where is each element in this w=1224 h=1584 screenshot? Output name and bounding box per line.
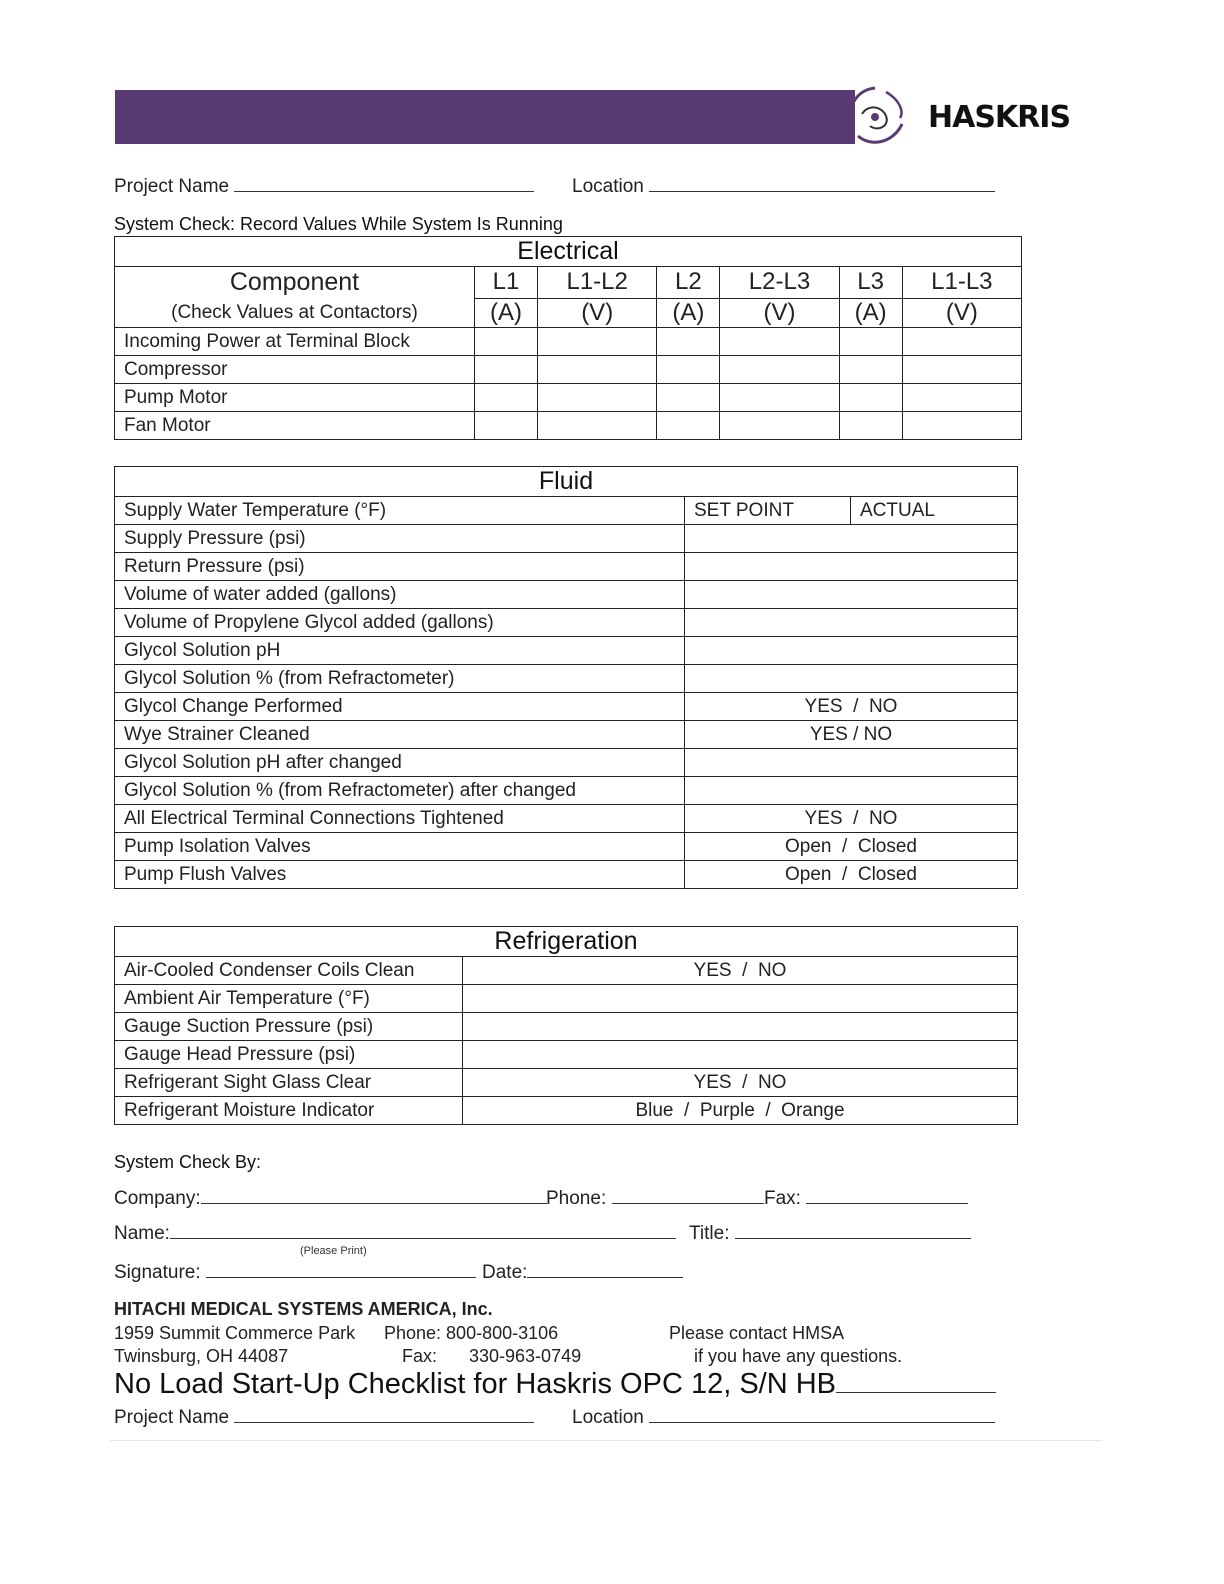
row-label: Pump Flush Valves: [115, 861, 685, 889]
row-label: Volume of Propylene Glycol added (gallons): [115, 609, 685, 637]
value-cell[interactable]: [839, 328, 902, 356]
col-l3: L3: [839, 267, 902, 299]
value-cell[interactable]: [685, 777, 1018, 805]
component-subheader: (Check Values at Contactors): [115, 298, 475, 328]
value-cell[interactable]: [538, 328, 657, 356]
title-label: Title:: [689, 1223, 730, 1244]
serial-number-field[interactable]: [836, 1370, 996, 1393]
row-label: Supply Water Temperature (°F): [115, 497, 685, 525]
system-check-instruction: System Check: Record Values While System Is Running: [114, 214, 563, 234]
table-row: [115, 693, 1018, 721]
value-cell[interactable]: [839, 384, 902, 412]
check-by-heading: System Check By:: [114, 1152, 262, 1172]
row-label: Ambient Air Temperature (°F): [115, 985, 463, 1013]
date-row: [482, 1260, 683, 1284]
value-cell[interactable]: [475, 328, 538, 356]
yes-no-choice[interactable]: YES / NO: [463, 1069, 1018, 1097]
row-label: Fan Motor: [115, 412, 475, 440]
project-name-row: [114, 174, 534, 198]
row-label: Pump Isolation Valves: [115, 833, 685, 861]
row-label: Compressor: [115, 356, 475, 384]
date-field[interactable]: [527, 1260, 683, 1278]
please-print-note: (Please Print): [300, 1245, 367, 1257]
row-label: All Electrical Terminal Connections Tightened: [115, 805, 685, 833]
col-l2-l3: L2-L3: [720, 267, 839, 299]
table-row: [115, 356, 1022, 384]
value-cell[interactable]: [720, 356, 839, 384]
table-row: [115, 609, 1018, 637]
value-cell[interactable]: [538, 412, 657, 440]
yes-no-choice[interactable]: YES / NO: [463, 957, 1018, 985]
value-cell[interactable]: [902, 412, 1021, 440]
value-cell[interactable]: [685, 609, 1018, 637]
table-row: [115, 985, 1018, 1013]
row-label: Incoming Power at Terminal Block: [115, 328, 475, 356]
value-cell[interactable]: [463, 985, 1018, 1013]
value-cell[interactable]: [685, 581, 1018, 609]
phone-field[interactable]: [612, 1186, 764, 1204]
table-row: [115, 833, 1018, 861]
table-row: [115, 384, 1022, 412]
table-row: [115, 957, 1018, 985]
row-label: Glycol Solution pH: [115, 637, 685, 665]
value-cell[interactable]: [475, 356, 538, 384]
value-cell[interactable]: [720, 384, 839, 412]
project-name-label: Project Name: [114, 176, 230, 197]
location-row: [572, 174, 995, 198]
value-cell[interactable]: [475, 384, 538, 412]
haskris-logo-icon: [842, 84, 908, 150]
table-row: [115, 721, 1018, 749]
signature-field[interactable]: [206, 1260, 476, 1278]
value-cell[interactable]: [657, 328, 720, 356]
value-cell[interactable]: [720, 412, 839, 440]
row-label: Refrigerant Moisture Indicator: [115, 1097, 463, 1125]
col-l1-l3: L1-L3: [902, 267, 1021, 299]
phone-row: [546, 1186, 764, 1210]
table-row: [115, 749, 1018, 777]
footer-fax-label: Fax:: [402, 1346, 438, 1366]
value-cell[interactable]: [685, 637, 1018, 665]
component-header: Component: [115, 267, 475, 299]
name-label: Name:: [114, 1223, 170, 1244]
row-label: Glycol Change Performed: [115, 693, 685, 721]
value-cell[interactable]: [902, 356, 1021, 384]
row-label: Glycol Solution % (from Refractometer): [115, 665, 685, 693]
company-row: [114, 1186, 547, 1210]
unit-l1-l3: (V): [902, 298, 1021, 328]
location-label: Location: [572, 1407, 644, 1428]
title-field[interactable]: [735, 1221, 971, 1239]
row-label: Supply Pressure (psi): [115, 525, 685, 553]
logo-wordmark: HASKRIS: [928, 100, 1071, 135]
value-cell[interactable]: [839, 356, 902, 384]
row-label: Air-Cooled Condenser Coils Clean: [115, 957, 463, 985]
row-label: Glycol Solution % (from Refractometer) after changed: [115, 777, 685, 805]
col-l1-l2: L1-L2: [538, 267, 657, 299]
table-row: [115, 1097, 1018, 1125]
company-label: Company:: [114, 1188, 201, 1209]
fax-label: Fax:: [764, 1188, 801, 1209]
electrical-table: [114, 236, 1022, 440]
table-row: [115, 412, 1022, 440]
address-line-2: Twinsburg, OH 44087: [114, 1346, 289, 1366]
refrigeration-table: [114, 926, 1018, 1125]
value-cell[interactable]: [657, 356, 720, 384]
table-row: [115, 553, 1018, 581]
fluid-title: Fluid: [115, 467, 1018, 497]
table-row: [115, 328, 1022, 356]
actual-header[interactable]: ACTUAL: [851, 497, 1018, 525]
unit-l2: (A): [657, 298, 720, 328]
value-cell[interactable]: [902, 384, 1021, 412]
phone-label: Phone:: [546, 1188, 607, 1209]
table-row: [115, 1069, 1018, 1097]
fax-field[interactable]: [806, 1186, 968, 1204]
yes-no-choice[interactable]: YES / NO: [685, 721, 1018, 749]
unit-l1-l2: (V): [538, 298, 657, 328]
table-row: [115, 805, 1018, 833]
col-l1: L1: [475, 267, 538, 299]
row-label: Volume of water added (gallons): [115, 581, 685, 609]
yes-no-choice[interactable]: YES / NO: [685, 805, 1018, 833]
location-row-bottom: [572, 1405, 995, 1429]
fluid-table: [114, 466, 1018, 889]
unit-l3: (A): [839, 298, 902, 328]
value-cell[interactable]: [538, 384, 657, 412]
signature-label: Signature:: [114, 1262, 201, 1283]
contact-line-2: if you have any questions.: [694, 1346, 903, 1366]
address-line-1: 1959 Summit Commerce Park: [114, 1323, 356, 1343]
value-cell[interactable]: [657, 412, 720, 440]
title-row: [689, 1221, 971, 1245]
value-cell[interactable]: [685, 665, 1018, 693]
fax-row: [764, 1186, 968, 1210]
unit-l2-l3: (V): [720, 298, 839, 328]
row-label: Gauge Suction Pressure (psi): [115, 1013, 463, 1041]
value-cell[interactable]: [475, 412, 538, 440]
row-label: Refrigerant Sight Glass Clear: [115, 1069, 463, 1097]
table-row: [115, 1013, 1018, 1041]
name-row: [114, 1221, 676, 1245]
row-label: Glycol Solution pH after changed: [115, 749, 685, 777]
header-banner: [115, 90, 855, 144]
row-label: Return Pressure (psi): [115, 553, 685, 581]
table-row: [115, 497, 1018, 525]
project-name-field[interactable]: [234, 174, 534, 192]
page-divider: [110, 1440, 1102, 1441]
company-name: HITACHI MEDICAL SYSTEMS AMERICA, Inc.: [114, 1299, 493, 1319]
yes-no-choice[interactable]: YES / NO: [685, 693, 1018, 721]
moisture-color-choice[interactable]: Blue / Purple / Orange: [463, 1097, 1018, 1125]
project-name-label: Project Name: [114, 1407, 230, 1428]
table-row: [115, 861, 1018, 889]
document-title-row: [114, 1368, 996, 1401]
open-closed-choice[interactable]: Open / Closed: [685, 861, 1018, 889]
footer-fax-number: 330-963-0749: [469, 1346, 582, 1366]
document-title: No Load Start-Up Checklist for Haskris OPC 12, S/N HB: [114, 1368, 837, 1400]
value-cell[interactable]: [685, 525, 1018, 553]
value-cell[interactable]: [685, 749, 1018, 777]
location-field[interactable]: [649, 1405, 995, 1423]
signature-row: [114, 1260, 476, 1284]
value-cell[interactable]: [720, 328, 839, 356]
unit-l1: (A): [475, 298, 538, 328]
table-row: [115, 637, 1018, 665]
open-closed-choice[interactable]: Open / Closed: [685, 833, 1018, 861]
table-row: [115, 1041, 1018, 1069]
date-label: Date:: [482, 1262, 528, 1283]
row-label: Pump Motor: [115, 384, 475, 412]
set-point-header[interactable]: SET POINT: [685, 497, 851, 525]
row-label: Gauge Head Pressure (psi): [115, 1041, 463, 1069]
value-cell[interactable]: [657, 384, 720, 412]
value-cell[interactable]: [463, 1041, 1018, 1069]
value-cell[interactable]: [463, 1013, 1018, 1041]
project-name-row-bottom: [114, 1405, 534, 1429]
table-row: [115, 665, 1018, 693]
col-l2: L2: [657, 267, 720, 299]
table-row: [115, 525, 1018, 553]
value-cell[interactable]: [538, 356, 657, 384]
table-row: [115, 777, 1018, 805]
footer-phone: Phone: 800-800-3106: [384, 1323, 559, 1343]
row-label: Wye Strainer Cleaned: [115, 721, 685, 749]
value-cell[interactable]: [839, 412, 902, 440]
refrigeration-title: Refrigeration: [115, 927, 1018, 957]
location-label: Location: [572, 176, 644, 197]
name-field[interactable]: [170, 1221, 676, 1239]
value-cell[interactable]: [902, 328, 1021, 356]
company-field[interactable]: [201, 1186, 547, 1204]
project-name-field[interactable]: [234, 1405, 534, 1423]
value-cell[interactable]: [685, 553, 1018, 581]
contact-line-1: Please contact HMSA: [669, 1323, 845, 1343]
electrical-title: Electrical: [115, 237, 1022, 267]
location-field[interactable]: [649, 174, 995, 192]
table-row: [115, 581, 1018, 609]
